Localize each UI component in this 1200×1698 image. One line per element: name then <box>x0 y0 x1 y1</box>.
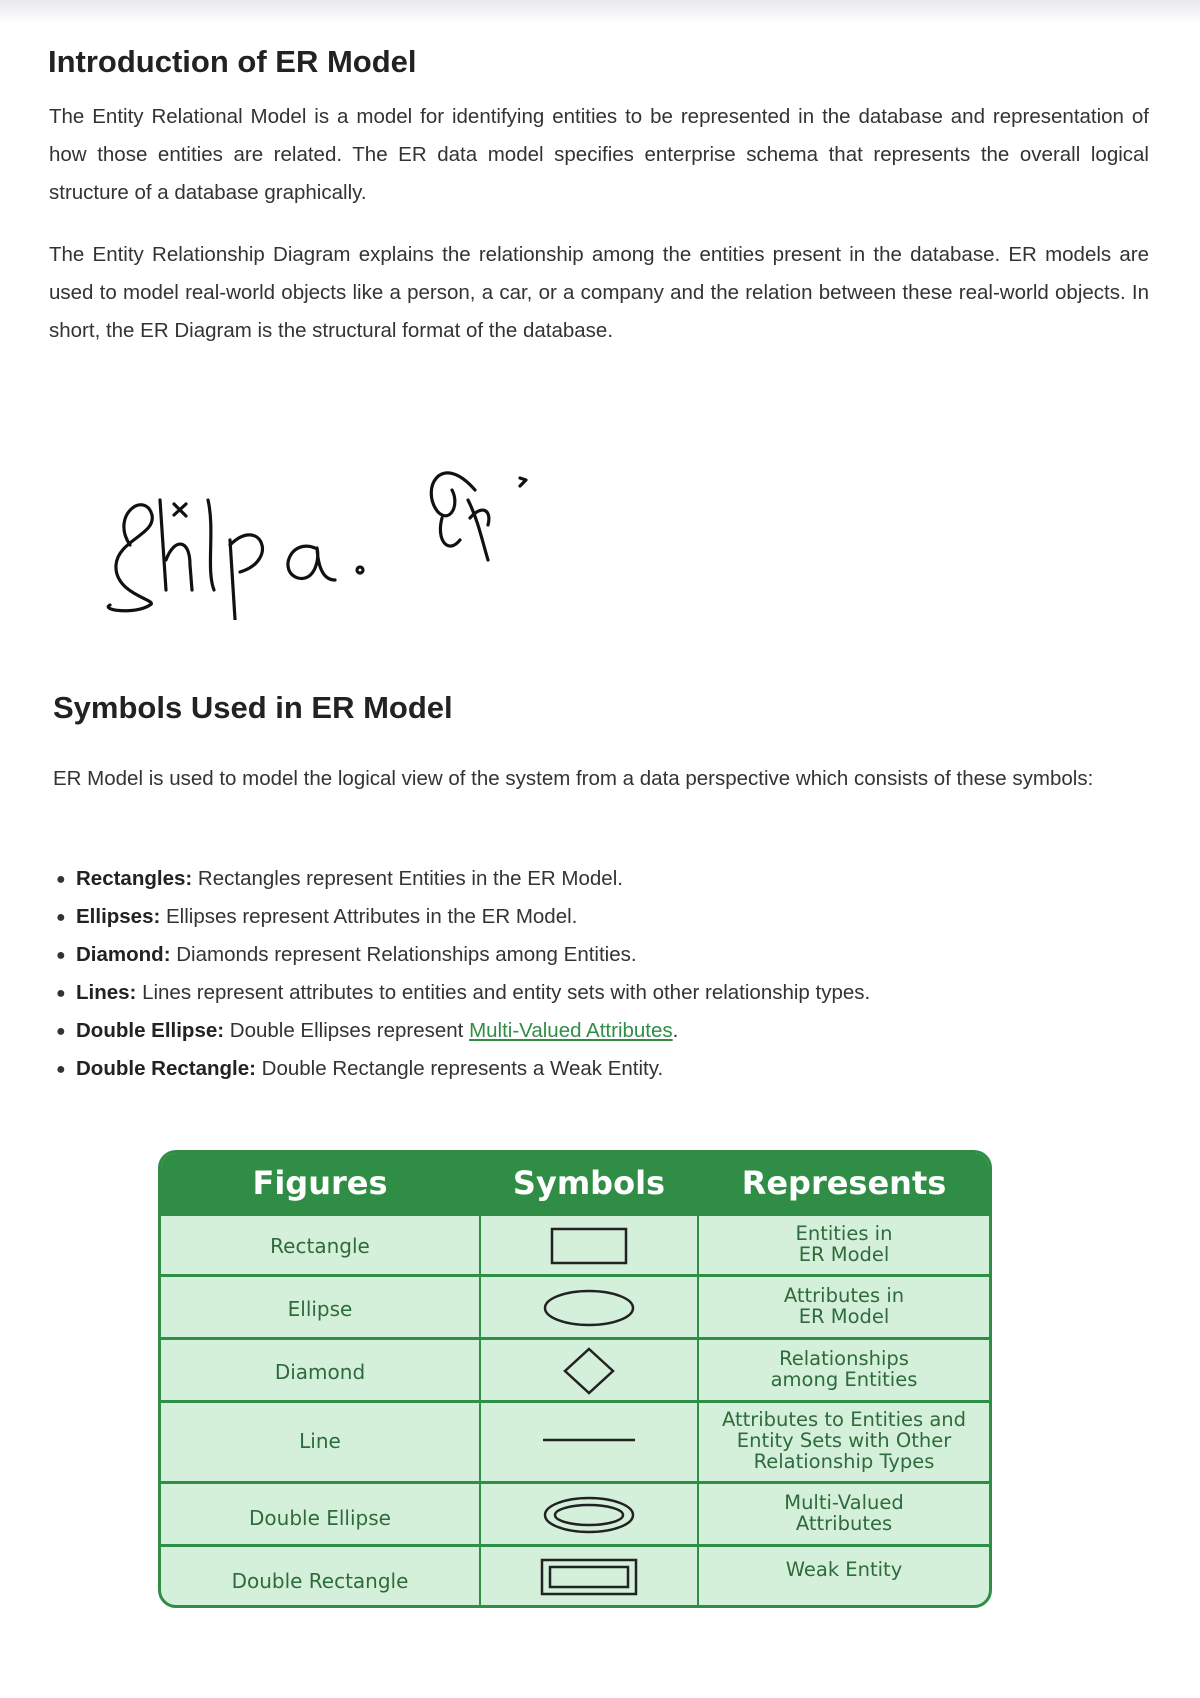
figure-name: Line <box>299 1429 341 1453</box>
signature-text: Shilpa. G. <box>90 420 95 421</box>
list-item: ● Double Rectangle: Double Rectangle represents a Weak Entity. <box>56 1057 664 1080</box>
table-row <box>161 1484 989 1544</box>
symbols-heading: Symbols Used in ER Model <box>53 690 453 725</box>
header-represents: Represents <box>741 1164 947 1202</box>
intro-heading: Introduction of ER Model <box>48 44 417 79</box>
header-figures: Figures <box>252 1164 388 1202</box>
symbols-list <box>56 860 870 1088</box>
represents-text: Attributes in ER Model <box>783 1284 905 1328</box>
table-row <box>161 1403 989 1481</box>
table-row <box>161 1216 989 1274</box>
table-row <box>161 1277 989 1337</box>
table-row <box>161 1340 989 1400</box>
double-rectangle-icon <box>539 1557 639 1597</box>
line-icon <box>541 1435 637 1445</box>
figure-name: Rectangle <box>270 1234 370 1258</box>
intro-paragraph-2: The Entity Relationship Diagram explains the relationship among the entities present in the database. ER models are used to model real-world objects like a person, a car, or a company and the relation between these real-world objects. In short, the ER Diagram is the structural format of the database. <box>49 243 1149 342</box>
list-item: ● Diamond: Diamonds represent Relationships among Entities. <box>56 943 637 966</box>
list-item: ● Lines: Lines represent attributes to entities and entity sets with other relationship types. <box>56 981 871 1004</box>
intro-paragraph-1: The Entity Relational Model is a model for identifying entities to be represented in the database and representation of how those entities are related. The ER data model specifies enterprise schema that represents the overall logical structure of a database graphically. <box>49 105 1149 204</box>
figure-name: Double Ellipse <box>249 1506 391 1530</box>
represents-text: Attributes to Entities and Entity Sets with Other Relationship Types <box>721 1408 967 1473</box>
represents-text: Multi-Valued Attributes <box>784 1491 904 1535</box>
figure-name: Ellipse <box>287 1297 353 1321</box>
symbols-intro: ER Model is used to model the logical view of the system from a data perspective which consists of these symbols: <box>53 767 1094 790</box>
er-symbols-table <box>158 1150 992 1608</box>
double-ellipse-icon <box>541 1494 637 1536</box>
figure-name: Diamond <box>274 1360 366 1384</box>
list-item: ● Rectangles: Rectangles represent Entities in the ER Model. <box>56 867 623 890</box>
figure-name: Double Rectangle <box>231 1569 409 1593</box>
table-row <box>161 1547 989 1608</box>
header-symbols: Symbols <box>512 1164 666 1202</box>
represents-text: Weak Entity <box>785 1558 903 1581</box>
ellipse-icon <box>541 1287 637 1329</box>
represents-text: Entities in ER Model <box>795 1222 893 1266</box>
list-item: ● Ellipses: Ellipses represent Attributes in the ER Model. <box>56 905 578 928</box>
rectangle-icon <box>549 1226 629 1266</box>
multi-valued-attributes-link[interactable]: Multi-Valued Attributes <box>469 1019 673 1042</box>
handwritten-signature <box>90 420 610 620</box>
diamond-icon <box>562 1346 616 1396</box>
top-shadow <box>0 0 1200 24</box>
list-item: ● Double Ellipse: Double Ellipses represent Multi-Valued Attributes. <box>56 1019 679 1042</box>
represents-text: Relationships among Entities <box>770 1347 918 1391</box>
